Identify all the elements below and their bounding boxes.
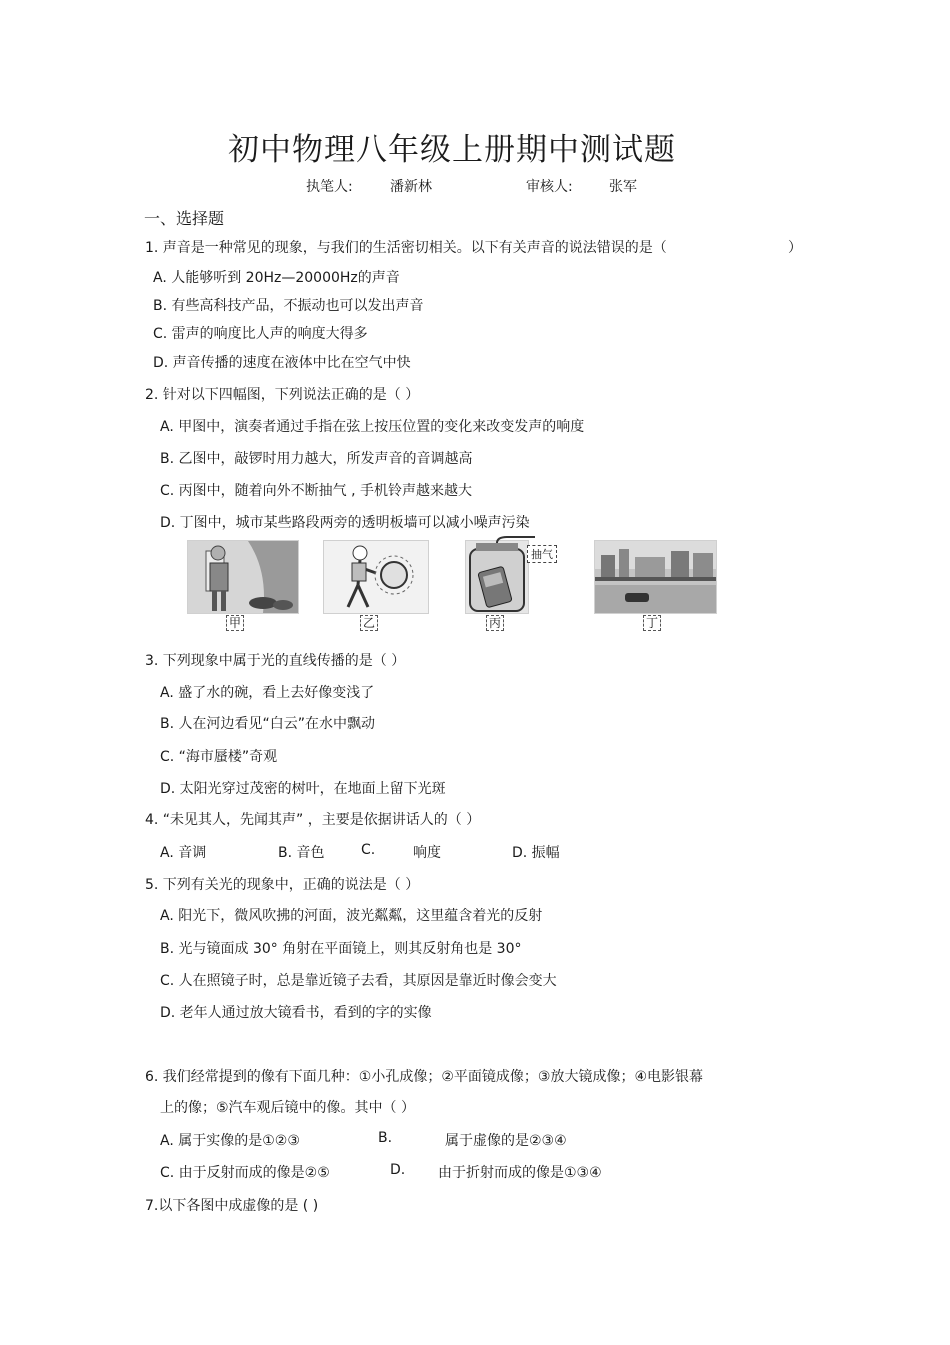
author-label: 执笔人: (306, 179, 353, 195)
question-5-option-b: B. 光与镜面成 30° 角射在平面镜上，则其反射角也是 30° (160, 941, 522, 957)
figure-ding-street (594, 540, 717, 614)
question-5-option-a: A. 阳光下，微风吹拂的河面，波光粼粼，这里蕴含着光的反射 (160, 908, 543, 924)
figure-yi-gong (323, 540, 429, 614)
question-1-stem: 1. 声音是一种常见的现象，与我们的生活密切相关。以下有关声音的说法错误的是（ (145, 240, 667, 256)
reviewer-label: 审核人: (526, 179, 573, 195)
question-5-option-d: D. 老年人通过放大镜看书，看到的字的实像 (160, 1005, 432, 1021)
question-2-option-d: D. 丁图中，城市某些路段两旁的透明板墙可以减小噪声污染 (160, 515, 530, 531)
figure-bing-bell-jar (465, 540, 529, 614)
author-name: 潘新林 (390, 179, 432, 195)
question-3-option-b: B. 人在河边看见“白云”在水中飘动 (160, 716, 376, 732)
question-2-option-b: B. 乙图中，敲锣时用力越大，所发声音的音调越高 (160, 451, 473, 467)
figure-bing-pump-label: 抽气 (527, 545, 557, 563)
question-1-option-d: D. 声音传播的速度在液体中比在空气中快 (153, 355, 411, 371)
question-6-option-d-text: 由于折射而成的像是①③④ (438, 1165, 602, 1181)
question-6-stem-line2: 上的像；⑤汽车观后镜中的像。其中（ ） (160, 1100, 415, 1116)
question-3-option-c: C. “海市蜃楼”奇观 (160, 749, 278, 765)
figure-caption-jia: 甲 (226, 615, 244, 631)
question-5-option-c: C. 人在照镜子时，总是靠近镜子去看，其原因是靠近时像会变大 (160, 973, 557, 989)
figure-jia-violinist (187, 540, 299, 614)
question-6-stem-line1: 6. 我们经常提到的像有下面几种：①小孔成像；②平面镜成像；③放大镜成像；④电影银幕 (145, 1069, 704, 1085)
question-4-option-b: B. 音色 (278, 845, 325, 861)
figure-caption-ding: 丁 (643, 615, 661, 631)
question-3-stem: 3. 下列现象中属于光的直线传播的是（ ） (145, 653, 406, 669)
question-6-option-a: A. 属于实像的是①②③ (160, 1133, 300, 1149)
question-7-stem: 7.以下各图中成虚像的是 ( ) (145, 1198, 319, 1214)
question-2-option-c: C. 丙图中，随着向外不断抽气 , 手机铃声越来越大 (160, 483, 473, 499)
question-6-option-c: C. 由于反射而成的像是②⑤ (160, 1165, 330, 1181)
question-1-close: ） (788, 240, 802, 256)
page-title: 初中物理八年级上册期中测试题 (228, 132, 676, 168)
question-6-option-b: B. (378, 1130, 393, 1146)
question-1-option-a: A. 人能够听到 20Hz—20000Hz的声音 (153, 270, 400, 286)
question-4-stem: 4. “未见其人，先闻其声” ，主要是依据讲话人的（ ） (145, 812, 481, 828)
reviewer-name: 张军 (609, 179, 637, 195)
question-6-option-b-text: 属于虚像的是②③④ (445, 1133, 567, 1149)
question-4-option-d: D. 振幅 (512, 845, 560, 861)
figure-caption-bing: 丙 (486, 615, 504, 631)
question-3-option-d: D. 太阳光穿过茂密的树叶，在地面上留下光斑 (160, 781, 446, 797)
question-4-option-a: A. 音调 (160, 845, 207, 861)
question-4-option-c-text: 响度 (413, 845, 441, 861)
question-2-stem: 2. 针对以下四幅图，下列说法正确的是（ ） (145, 387, 420, 403)
section-heading: 一、选择题 (144, 209, 225, 228)
question-5-stem: 5. 下列有关光的现象中，正确的说法是（ ） (145, 877, 420, 893)
question-1-option-b: B. 有些高科技产品，不振动也可以发出声音 (153, 298, 424, 314)
figure-bing-pump-tube (495, 535, 535, 545)
question-1-option-c: C. 雷声的响度比人声的响度大得多 (153, 326, 368, 342)
question-2-option-a: A. 甲图中，演奏者通过手指在弦上按压位置的变化来改变发声的响度 (160, 419, 585, 435)
question-6-option-d: D. (390, 1162, 406, 1178)
question-3-option-a: A. 盛了水的碗，看上去好像变浅了 (160, 685, 375, 701)
figure-caption-yi: 乙 (360, 615, 378, 631)
question-4-option-c: C. (361, 842, 376, 858)
